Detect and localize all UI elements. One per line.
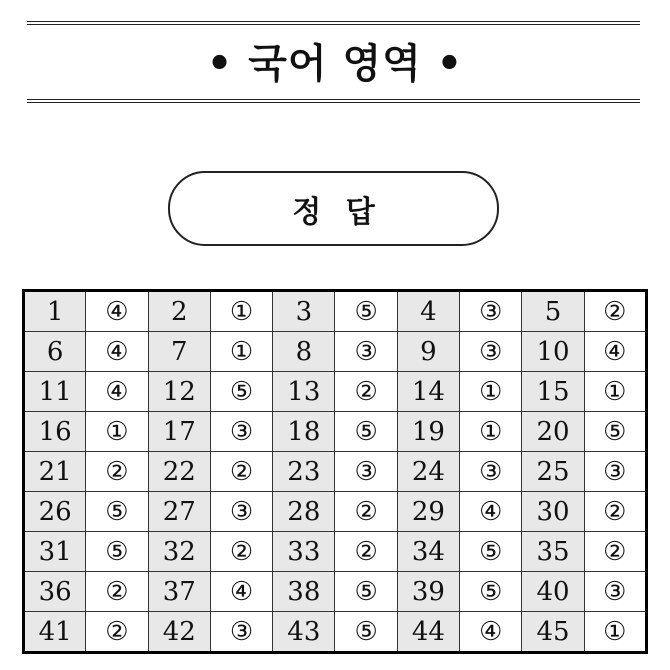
answer-choice: ⑤ [335, 412, 397, 452]
question-number: 42 [148, 612, 210, 653]
question-number: 7 [148, 332, 210, 372]
answer-choice: ② [335, 532, 397, 572]
page-title: • 국어 영역 • [206, 41, 464, 87]
question-number: 13 [273, 372, 335, 412]
answer-label: 정 답 [292, 194, 375, 230]
answer-choice: ⑤ [335, 612, 397, 653]
question-number: 11 [24, 372, 86, 412]
question-number: 32 [148, 532, 210, 572]
question-number: 37 [148, 572, 210, 612]
answer-choice: ③ [210, 492, 272, 532]
question-number: 18 [273, 412, 335, 452]
answer-choice: ① [210, 332, 272, 372]
question-number: 34 [397, 532, 459, 572]
answer-choice: ⑤ [460, 532, 522, 572]
answer-choice: ② [584, 291, 646, 332]
answer-choice: ④ [210, 572, 272, 612]
answer-table [22, 289, 648, 654]
answer-choice: ④ [460, 612, 522, 653]
question-number: 1 [24, 291, 86, 332]
answer-choice: ⑤ [86, 532, 148, 572]
table-row [24, 332, 647, 372]
question-number: 40 [522, 572, 584, 612]
table-row [24, 291, 647, 332]
answer-choice: ② [335, 372, 397, 412]
answer-choice: ③ [584, 452, 646, 492]
table-row [24, 412, 647, 452]
answer-choice: ① [460, 372, 522, 412]
question-number: 27 [148, 492, 210, 532]
question-number: 28 [273, 492, 335, 532]
table-row [24, 532, 647, 572]
question-number: 5 [522, 291, 584, 332]
table-row [24, 612, 647, 653]
answer-choice: ② [210, 532, 272, 572]
answer-choice: ④ [460, 492, 522, 532]
question-number: 26 [24, 492, 86, 532]
question-number: 38 [273, 572, 335, 612]
answer-choice: ⑤ [210, 372, 272, 412]
top-double-rule [27, 21, 640, 25]
answer-choice: ③ [335, 452, 397, 492]
table-row [24, 492, 647, 532]
answer-choice: ② [86, 612, 148, 653]
question-number: 6 [24, 332, 86, 372]
question-number: 10 [522, 332, 584, 372]
answer-choice: ⑤ [335, 291, 397, 332]
question-number: 30 [522, 492, 584, 532]
answer-choice: ⑤ [460, 572, 522, 612]
answer-choice: ③ [460, 452, 522, 492]
question-number: 3 [273, 291, 335, 332]
answer-choice: ① [584, 612, 646, 653]
question-number: 23 [273, 452, 335, 492]
answer-choice: ② [86, 572, 148, 612]
question-number: 16 [24, 412, 86, 452]
question-number: 31 [24, 532, 86, 572]
answer-choice: ① [210, 291, 272, 332]
question-number: 21 [24, 452, 86, 492]
answer-choice: ① [584, 372, 646, 412]
answer-choice: ② [86, 452, 148, 492]
answer-choice: ② [584, 532, 646, 572]
answer-choice: ③ [210, 612, 272, 653]
question-number: 25 [522, 452, 584, 492]
question-number: 36 [24, 572, 86, 612]
question-number: 33 [273, 532, 335, 572]
answer-choice: ③ [584, 572, 646, 612]
answer-label-box [168, 171, 499, 246]
question-number: 43 [273, 612, 335, 653]
question-number: 22 [148, 452, 210, 492]
answer-choice: ③ [460, 332, 522, 372]
answer-choice: ② [210, 452, 272, 492]
answer-choice: ① [460, 412, 522, 452]
answer-choice: ⑤ [86, 492, 148, 532]
question-number: 9 [397, 332, 459, 372]
answer-choice: ③ [460, 291, 522, 332]
answer-choice: ① [86, 412, 148, 452]
answer-choice: ② [584, 492, 646, 532]
question-number: 17 [148, 412, 210, 452]
question-number: 39 [397, 572, 459, 612]
question-number: 45 [522, 612, 584, 653]
question-number: 35 [522, 532, 584, 572]
answer-choice: ⑤ [335, 572, 397, 612]
answer-choice: ④ [86, 291, 148, 332]
answer-choice: ④ [86, 332, 148, 372]
question-number: 24 [397, 452, 459, 492]
question-number: 20 [522, 412, 584, 452]
question-number: 15 [522, 372, 584, 412]
question-number: 12 [148, 372, 210, 412]
answer-choice: ③ [210, 412, 272, 452]
table-row [24, 572, 647, 612]
question-number: 41 [24, 612, 86, 653]
answer-choice: ④ [584, 332, 646, 372]
answer-choice: ⑤ [584, 412, 646, 452]
answer-choice: ④ [86, 372, 148, 412]
answer-choice: ③ [335, 332, 397, 372]
question-number: 14 [397, 372, 459, 412]
table-row [24, 372, 647, 412]
question-number: 8 [273, 332, 335, 372]
question-number: 29 [397, 492, 459, 532]
answer-choice: ② [335, 492, 397, 532]
question-number: 4 [397, 291, 459, 332]
question-number: 2 [148, 291, 210, 332]
question-number: 19 [397, 412, 459, 452]
table-row [24, 452, 647, 492]
question-number: 44 [397, 612, 459, 653]
bottom-double-rule [27, 99, 640, 103]
